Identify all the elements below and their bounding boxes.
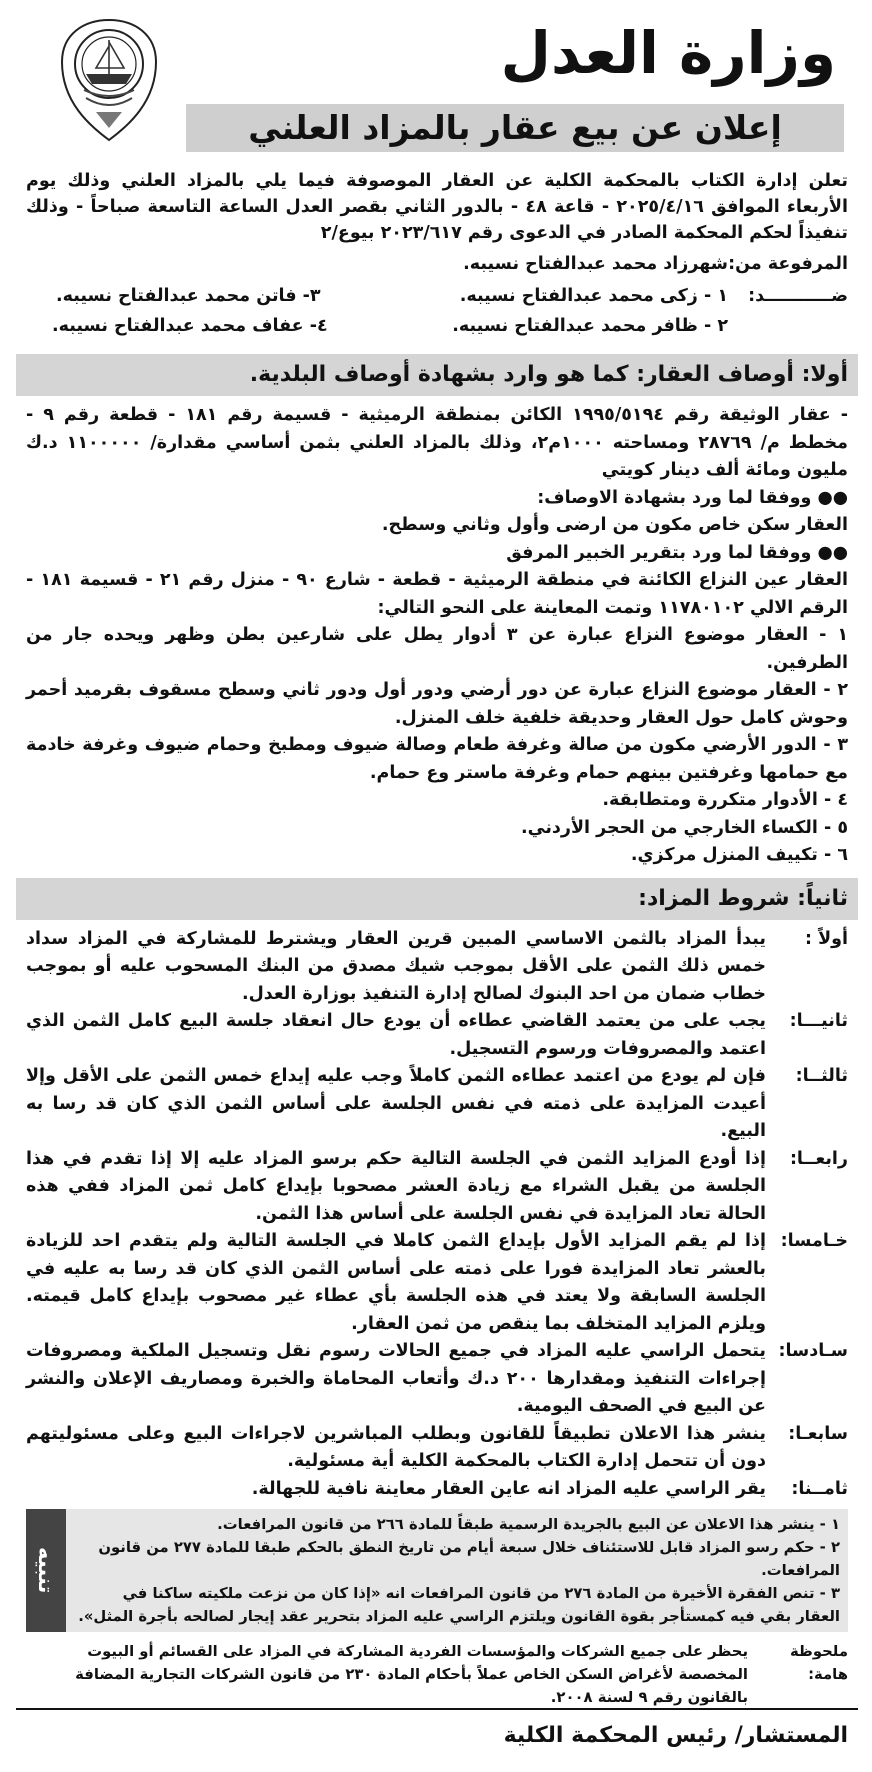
condition-item	[26, 926, 848, 1009]
notice-side-label: تنبيه	[26, 1509, 66, 1632]
auction-conditions	[16, 926, 858, 1504]
important-text: يحظر على جميع الشركات والمؤسسات الفردية المشاركة في المزاد على القسائم أو البيوت المخصصة لأغراض السكن الخاص عملاً بأحكام المادة ٢٣٠ من قانون الشركات التجارية المضافة بالقانون رقم ٩ لسنة ٢٠٠٨.	[75, 1643, 748, 1706]
description-line: ٢ - العقار موضوع النزاع عبارة عن دور أرضي ودور أول ودور ثاني وسطح مسقوف بقرميد أحمر وحوش كامل حول العقار وحديقة خلفية خلف المنزل.	[26, 680, 848, 728]
description-line: ٥ - الكساء الخارجي من الحجر الأردني.	[521, 817, 848, 838]
announcement-title: إعلان عن بيع عقار بالمزاد العلني	[186, 104, 844, 152]
condition-item	[26, 1146, 848, 1229]
kuwait-emblem-icon	[56, 16, 162, 144]
ministry-title: وزارة العدل	[500, 19, 836, 87]
description-line: ●● ووفقا لما ورد بشهادة الاوصاف:	[537, 487, 848, 508]
condition-label: رابعــا:	[789, 1148, 848, 1169]
description-line: العقار سكن خاص مكون من ارضى وأول وثاني وسطح.	[381, 515, 848, 535]
plaintiff-name: شهرزاد محمد عبدالفتاح نسيبه.	[463, 254, 728, 274]
condition-label: خـامسا:	[780, 1231, 848, 1251]
description-line: ●● ووفقا لما ورد بتقرير الخبير المرفق	[506, 542, 848, 563]
description-line: العقار عين النزاع الكائنة في منطقة الرميثية - قطعة - شارع ٩٠ - منزل رقم ٢١ - قسيمة ١٨١ - الرقم الالي ١١٧٨٠١٠٢ وتمت المعاينة على النحو التالي:	[26, 570, 848, 618]
condition-text: فإن لم يودع من اعتمد عطاءه الثمن كاملاً وجب عليه إيداع خمس الثمن على الأقل وإلا أعيدت المزايدة على ذمته في نفس الجلسة على أساس الثمن الذي كان قد رسا به البيع.	[26, 1066, 766, 1141]
condition-label: ثالثــا:	[795, 1066, 848, 1086]
condition-item	[26, 1228, 848, 1338]
condition-item	[26, 1008, 848, 1063]
condition-text: يتحمل الراسي عليه المزاد في جميع الحالات رسوم نقل وتسجيل الملكية ومصروفات إجراءات التنفيذ ومقدارها ٢٠٠ د.ك وأتعاب المحاماة والخبرة ومصاريف الإعلان والنشر عن البيع في الصحف اليومية.	[26, 1341, 766, 1416]
defendant-3: ٣- فاتن محمد عبدالفتاح نسيبه.	[56, 286, 321, 306]
section-2-heading: ثانياً: شروط المزاد:	[16, 878, 858, 920]
notice-box	[26, 1509, 848, 1632]
defendant-2: ٢ - ظافر محمد عبدالفتاح نسيبه.	[452, 316, 728, 336]
condition-text: يجب على من يعتمد القاضي عطاءه أن يودع حال انعقاد جلسة البيع كامل الثمن الذي اعتمد والمصروفات ورسوم التسجيل.	[26, 1011, 766, 1059]
description-line: ٦ - تكييف المنزل مركزي.	[630, 845, 848, 865]
condition-text: يبدأ المزاد بالثمن الاساسي المبين قرين العقار ويشترط للمشاركة في المزاد سداد خمس ذلك الثمن على الأقل بموجب شيك مصدق من البنك المسحوب عليه أو بموجب خطاب ضمان من احد البنوك لصالح إدارة التنفيذ بوزارة العدل.	[26, 928, 766, 1004]
section-1-heading: أولا: أوصاف العقار: كما هو وارد بشهادة أوصاف البلدية.	[16, 354, 858, 396]
important-note	[26, 1640, 848, 1709]
condition-text: يقر الراسي عليه المزاد انه عاين العقار معاينة نافية للجهالة.	[251, 1478, 766, 1499]
parties-block	[16, 250, 858, 346]
description-line: ٤ - الأدوار متكررة ومتطابقة.	[602, 790, 848, 810]
important-label: ملحوظة هامة:	[789, 1643, 848, 1683]
footer-divider	[16, 1708, 858, 1710]
property-description	[26, 402, 848, 870]
signature: المستشار/ رئيس المحكمة الكلية	[503, 1723, 848, 1748]
condition-label: سابعـا:	[788, 1423, 848, 1444]
against-label: ضـــــــــــد:	[748, 286, 848, 306]
description-line: - عقار الوثيقة رقم ١٩٩٥/٥١٩٤ الكائن بمنطقة الرميثية - قسيمة رقم ١٨١ - قطعة رقم ٩ - مخطط م/ ٢٨٧٦٩ ومساحته ١٠٠٠م٢، وذلك بالمزاد العلني بثمن أساسي مقدارة/ ١١٠٠٠٠٠ د.ك مليون ومائة ألف دينار كويتي	[26, 405, 848, 480]
defendant-1: ١ - زكى محمد عبدالفتاح نسيبه.	[459, 286, 728, 306]
condition-label: أولاً :	[805, 928, 848, 949]
notice-item: ٣ - تنص الفقرة الأخيرة من المادة ٢٧٦ من قانون المرافعات انه «إذا كان من نزعت ملكيته ساكنا في العقار بقي فيه كمستأجر بقوة القانون ويلتزم الراسي عليه المزاد بتحرير عقد إيجار لصالحه بأجرة المثل».	[78, 1585, 840, 1625]
condition-label: ثامــنا:	[791, 1478, 848, 1499]
condition-item	[26, 1063, 848, 1146]
notice-item: ١ - ينشر هذا الاعلان عن البيع بالجريدة الرسمية طبقاً للمادة ٢٦٦ من قانون المرافعات.	[217, 1516, 840, 1533]
defendant-4: ٤- عفاف محمد عبدالفتاح نسيبه.	[52, 316, 328, 336]
intro-paragraph: تعلن إدارة الكتاب بالمحكمة الكلية عن العقار الموصوفة فيما يلي بالمزاد العلني وذلك يوم الأربعاء الموافق ٢٠٢٥/٤/١٦ - قاعة ٤٨ - بالدور الثاني بقصر العدل الساعة التاسعة صباحاً - وذلك تنفيذاً لحكم المحكمة الصادر في الدعوى رقم ٢٠٢٣/٦١٧ بيوع/٢	[26, 171, 849, 243]
plaintiff-label: المرفوعة من:	[728, 254, 848, 274]
notice-items	[66, 1509, 848, 1632]
header	[16, 0, 858, 160]
description-line: ٣ - الدور الأرضي مكون من صالة وغرفة طعام وصالة ضيوف ومطبخ وحمام ضيوف وغرفة خادمة مع حمامها وغرفتين بينهم حمام وغرفة ماستر وع حمام.	[26, 735, 848, 783]
condition-item	[26, 1476, 848, 1504]
condition-text: ينشر هذا الاعلان تطبيقاً للقانون وبطلب المباشرين لاجراءات البيع وعلى مسئوليتهم دون أن تتحمل إدارة الكتاب بالمحكمة الكلية أية مسئولية.	[26, 1423, 766, 1471]
condition-label: سـادسا:	[778, 1341, 848, 1361]
description-line: ١ - العقار موضوع النزاع عبارة عن ٣ أدوار يطل على شارعين بطن وظهر ويحده جار من الطرفين.	[26, 625, 848, 673]
notice-item: ٢ - حكم رسو المزاد قابل للاستئناف خلال سبعة أيام من تاريخ النطق بالحكم طبقا للمادة ٢٧٧ من قانون المرافعات.	[98, 1539, 840, 1579]
condition-item	[26, 1421, 848, 1476]
condition-text: إذا لم يقم المزايد الأول بإيداع الثمن كاملا في الجلسة التالية ولم يتقدم احد للزيادة بالعشر تعاد المزايدة فورا على ذمته على أساس الثمن الذي كان قد رسا به عليه في الجلسة السابقة ولا يعتد في هذه الجلسة بأي عطاء غير مصحوب بإيداع كامل قيمته. ويلزم المزايد المتخلف بما ينقص من ثمن العقار.	[26, 1231, 766, 1334]
condition-text: إذا أودع المزايد الثمن في الجلسة التالية حكم برسو المزاد عليه إلا إذا تقدم في هذا الجلسة من يقبل الشراء مع زيادة العشر مصحوبا بإيداع كامل ثمن المزاد ففي هذه الحالة تعاد المزايدة في نفس الجلسة على أساس هذا الثمن.	[26, 1148, 766, 1224]
condition-label: ثانيـــا:	[789, 1011, 848, 1031]
condition-item	[26, 1338, 848, 1421]
